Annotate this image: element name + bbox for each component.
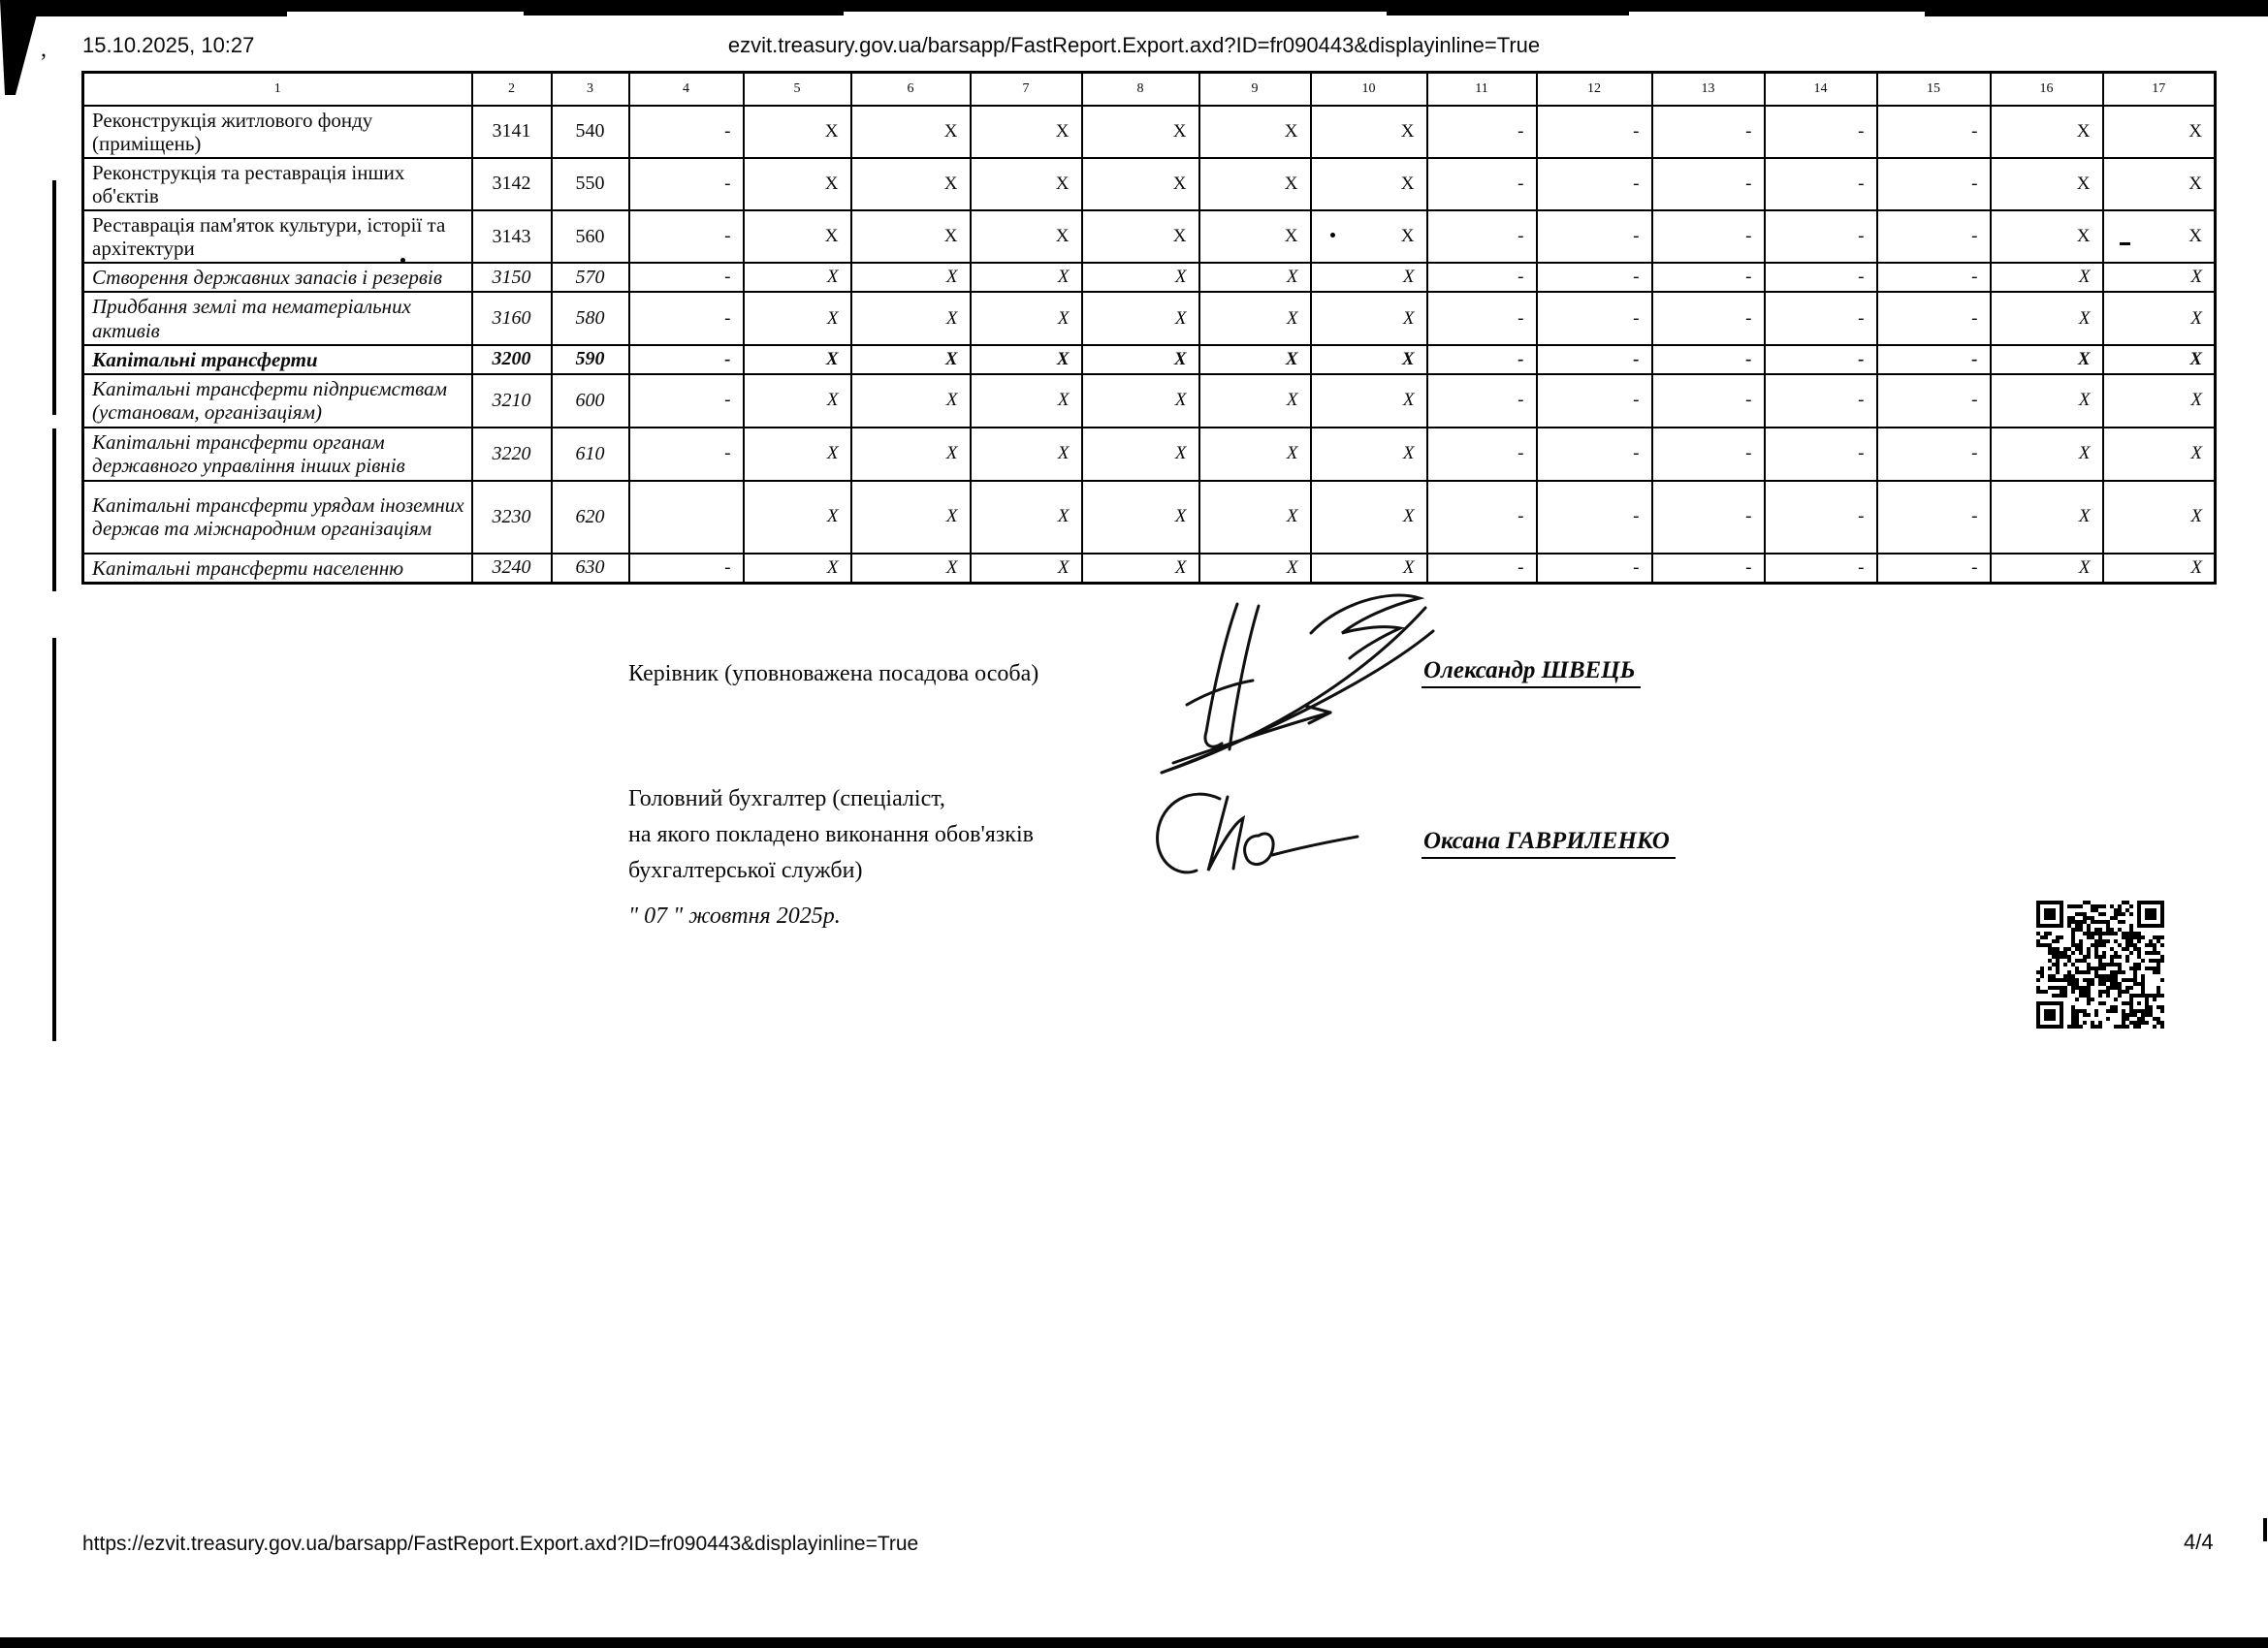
table-cell-label: Створення державних запасів і резервів — [83, 263, 472, 292]
table-cell-value: X — [1082, 554, 1199, 584]
table-cell-value: X — [1199, 106, 1311, 158]
table-cell-value: - — [629, 292, 744, 344]
accountant-signature — [1134, 776, 1367, 887]
table-cell-value: X — [1311, 374, 1427, 428]
table-cell-value: X — [2103, 554, 2216, 584]
table-cell-value: X — [1199, 158, 1311, 210]
table-row — [83, 481, 2216, 554]
table-cell-value: X — [851, 345, 971, 374]
table-cell-value: X — [1991, 292, 2103, 344]
table-cell-line: 580 — [552, 292, 629, 344]
table-cell-value: - — [1427, 158, 1537, 210]
qr-code — [2036, 901, 2168, 1032]
table-cell-value: - — [1877, 292, 1991, 344]
table-cell-value: X — [1082, 374, 1199, 428]
table-cell-value: X — [1199, 210, 1311, 263]
table-header-cell: 13 — [1652, 73, 1765, 106]
table-cell-value: - — [1765, 374, 1877, 428]
table-cell-value: X — [1311, 554, 1427, 584]
scan-artifact-top-bump — [1387, 12, 1629, 16]
accountant-title-line: Головний бухгалтер (спеціаліст, — [628, 786, 945, 811]
table-cell-value: - — [629, 263, 744, 292]
table-cell-value: X — [744, 345, 851, 374]
table-cell-value: - — [1877, 158, 1991, 210]
scan-artifact-left-line — [52, 638, 56, 1041]
table-cell-value: - — [1537, 554, 1652, 584]
table-cell-value: X — [744, 210, 851, 263]
table-cell-code: 3200 — [472, 345, 552, 374]
table-cell-value: - — [1427, 345, 1537, 374]
page-indicator: 4/4 — [2184, 1530, 2214, 1554]
table-cell-value: X — [2103, 345, 2216, 374]
table-row — [83, 106, 2216, 158]
table-cell-value: X — [1311, 210, 1427, 263]
table-cell-value: X — [744, 292, 851, 344]
table-header-row — [83, 73, 2216, 106]
table-cell-value: - — [1427, 554, 1537, 584]
table-cell-value: - — [1537, 210, 1652, 263]
table-cell-value: - — [1537, 428, 1652, 481]
table-row — [83, 374, 2216, 428]
print-timestamp: 15.10.2025, 10:27 — [82, 33, 255, 57]
scan-artifact-top-bar — [23, 0, 2268, 12]
scan-artifact-bottom-bar — [0, 1637, 2268, 1648]
table-cell-value: - — [629, 554, 744, 584]
scan-artifact-top-bump — [524, 12, 844, 16]
table-cell-label: Реконструкція житлового фонду (приміщень) — [83, 106, 472, 158]
table-cell-label: Реконструкція та реставрація інших об'єктів — [83, 158, 472, 210]
table-cell-value: - — [1877, 106, 1991, 158]
table-cell-value: X — [1082, 158, 1199, 210]
table-cell-value: X — [1311, 263, 1427, 292]
table-row — [83, 292, 2216, 344]
table-row — [83, 428, 2216, 481]
table-cell-value: X — [1311, 428, 1427, 481]
table-cell-value: X — [2103, 106, 2216, 158]
table-cell-value: - — [1877, 263, 1991, 292]
scan-artifact-top-bump — [25, 12, 287, 16]
table-cell-code: 3210 — [472, 374, 552, 428]
scan-artifact-comma: , — [41, 37, 47, 62]
table-cell-value: X — [851, 292, 971, 344]
table-cell-value: X — [971, 263, 1082, 292]
table-row — [83, 263, 2216, 292]
table-row — [83, 345, 2216, 374]
table-cell-code: 3240 — [472, 554, 552, 584]
table-cell-value: X — [1199, 263, 1311, 292]
accountant-title — [628, 781, 1034, 889]
table-cell-value: - — [1427, 106, 1537, 158]
table-cell-value: X — [744, 263, 851, 292]
table-cell-value: X — [971, 345, 1082, 374]
table-cell-value: X — [1199, 292, 1311, 344]
table-cell-value: - — [1652, 428, 1765, 481]
table-row — [83, 158, 2216, 210]
table-cell-line: 570 — [552, 263, 629, 292]
table-header-cell: 16 — [1991, 73, 2103, 106]
table-cell-value: X — [971, 210, 1082, 263]
table-header-cell: 2 — [472, 73, 552, 106]
table-cell-value: - — [1427, 292, 1537, 344]
table-cell-value: - — [1652, 158, 1765, 210]
table-cell-value: X — [851, 106, 971, 158]
table-cell-value: X — [851, 158, 971, 210]
table-cell-value: - — [629, 210, 744, 263]
table-header-cell: 15 — [1877, 73, 1991, 106]
table-cell-value: X — [1991, 106, 2103, 158]
table-cell-value: X — [2103, 374, 2216, 428]
table-cell-value: - — [1537, 106, 1652, 158]
table-cell-value: - — [629, 428, 744, 481]
table-cell-value: X — [1199, 374, 1311, 428]
table-cell-value: - — [1652, 554, 1765, 584]
table-header-cell: 5 — [744, 73, 851, 106]
table-cell-line: 610 — [552, 428, 629, 481]
table-cell-value: X — [2103, 210, 2216, 263]
table-cell-value: - — [1765, 554, 1877, 584]
table-cell-line: 620 — [552, 481, 629, 554]
table-cell-label: Капітальні трансферти — [83, 345, 472, 374]
table-cell-code: 3141 — [472, 106, 552, 158]
table-cell-value: - — [1765, 292, 1877, 344]
table-cell-value: - — [1652, 292, 1765, 344]
table-header-cell: 4 — [629, 73, 744, 106]
table-cell-value: X — [744, 374, 851, 428]
scan-artifact-top-bump — [1925, 12, 2268, 16]
table-cell-value: X — [1199, 428, 1311, 481]
table-cell-value: - — [1537, 374, 1652, 428]
report-date: " 07 " жовтня 2025р. — [628, 903, 841, 929]
table-cell-value: X — [1082, 292, 1199, 344]
table-cell-value: - — [1537, 263, 1652, 292]
table-cell-value: - — [1652, 481, 1765, 554]
table-cell-value: - — [629, 106, 744, 158]
table-cell-label: Капітальні трансферти органам державного управління інших рівнів — [83, 428, 472, 481]
table-cell-value: - — [1877, 481, 1991, 554]
table-cell-line: 600 — [552, 374, 629, 428]
table-cell-value: - — [1877, 210, 1991, 263]
table-cell-label: Придбання землі та нематеріальних активів — [83, 292, 472, 344]
table-cell-value: X — [1991, 263, 2103, 292]
table-cell-value: X — [851, 554, 971, 584]
table-cell-value: X — [851, 481, 971, 554]
table-cell-value: - — [1765, 106, 1877, 158]
table-cell-value: X — [971, 428, 1082, 481]
table-cell-value: X — [1311, 345, 1427, 374]
table-cell-value: - — [1652, 210, 1765, 263]
table-cell-value: X — [1991, 210, 2103, 263]
table-cell-value: X — [1311, 106, 1427, 158]
table-cell-value: X — [2103, 263, 2216, 292]
table-cell-value: X — [744, 481, 851, 554]
table-cell-label: Капітальні трансферти підприємствам (установам, організаціям) — [83, 374, 472, 428]
table-cell-value: X — [851, 263, 971, 292]
table-cell-value: X — [1311, 481, 1427, 554]
scan-artifact-left-line — [52, 428, 56, 591]
table-cell-value: - — [629, 345, 744, 374]
table-cell-value: - — [1877, 428, 1991, 481]
table-cell-value: X — [1991, 374, 2103, 428]
table-cell-value: X — [971, 481, 1082, 554]
table-cell-value — [629, 481, 744, 554]
table-cell-value: X — [2103, 481, 2216, 554]
table-cell-line: 550 — [552, 158, 629, 210]
table-cell-value: - — [1537, 158, 1652, 210]
table-cell-value: X — [2103, 292, 2216, 344]
table-cell-value: X — [1199, 554, 1311, 584]
table-header-cell: 12 — [1537, 73, 1652, 106]
table-cell-value: - — [1652, 106, 1765, 158]
scan-artifact-right-mark — [2263, 1518, 2267, 1541]
table-header-cell: 6 — [851, 73, 971, 106]
table-cell-value: - — [1877, 374, 1991, 428]
table-row — [83, 210, 2216, 263]
table-cell-value: X — [971, 106, 1082, 158]
table-cell-value: X — [1082, 106, 1199, 158]
table-cell-value: X — [851, 428, 971, 481]
table-cell-value: - — [1652, 345, 1765, 374]
table-cell-label: Реставрація пам'яток культури, історії та архітектури — [83, 210, 472, 263]
table-header-cell: 7 — [971, 73, 1082, 106]
table-cell-value: X — [1199, 481, 1311, 554]
table-cell-value: - — [1652, 263, 1765, 292]
table-cell-value: X — [1991, 345, 2103, 374]
table-cell-value: X — [1991, 428, 2103, 481]
table-cell-value: - — [1427, 428, 1537, 481]
table-cell-value: - — [1877, 554, 1991, 584]
table-cell-line: 540 — [552, 106, 629, 158]
table-cell-value: - — [1765, 158, 1877, 210]
table-cell-label: Капітальні трансферти населенню — [83, 554, 472, 584]
footer-url: https://ezvit.treasury.gov.ua/barsapp/FastReport.Export.axd?ID=fr090443&displayinline=True — [82, 1533, 919, 1555]
table-cell-value: X — [851, 374, 971, 428]
table-cell-value: - — [629, 374, 744, 428]
scan-artifact-left-line — [52, 180, 56, 415]
table-cell-value: - — [1427, 374, 1537, 428]
table-cell-line: 630 — [552, 554, 629, 584]
director-title: Керівник (уповноважена посадова особа) — [628, 661, 1039, 686]
table-header-cell: 8 — [1082, 73, 1199, 106]
table-cell-value: X — [744, 106, 851, 158]
accountant-title-line: на якого покладено виконання обов'язків — [628, 822, 1034, 847]
accountant-title-line: бухгалтерської служби) — [628, 858, 863, 883]
table-cell-value: - — [1427, 481, 1537, 554]
table-header-cell: 14 — [1765, 73, 1877, 106]
table-cell-value: - — [1537, 481, 1652, 554]
table-cell-value: - — [1537, 345, 1652, 374]
accountant-name: Оксана ГАВРИЛЕНКО — [1421, 828, 1676, 859]
table-cell-value: - — [1537, 292, 1652, 344]
table-cell-value: X — [1311, 292, 1427, 344]
print-header-url: ezvit.treasury.gov.ua/barsapp/FastReport.Export.axd?ID=fr090443&displayinline=True — [727, 33, 1541, 57]
table-header-cell: 17 — [2103, 73, 2216, 106]
table-cell-value: X — [1082, 263, 1199, 292]
table-cell-value: - — [1652, 374, 1765, 428]
table-cell-value: X — [971, 292, 1082, 344]
table-cell-value: - — [1765, 263, 1877, 292]
table-cell-code: 3230 — [472, 481, 552, 554]
director-name: Олександр ШВЕЦЬ — [1421, 657, 1641, 688]
table-header-cell: 10 — [1311, 73, 1427, 106]
table-cell-value: X — [1199, 345, 1311, 374]
table-cell-code: 3150 — [472, 263, 552, 292]
table-cell-value: X — [971, 554, 1082, 584]
table-cell-value: - — [1765, 481, 1877, 554]
table-cell-value: X — [744, 158, 851, 210]
table-cell-code: 3142 — [472, 158, 552, 210]
table-cell-value: X — [1991, 158, 2103, 210]
table-cell-code: 3143 — [472, 210, 552, 263]
table-cell-value: X — [971, 158, 1082, 210]
table-cell-value: - — [1427, 263, 1537, 292]
table-cell-value: X — [971, 374, 1082, 428]
table-cell-value: X — [744, 554, 851, 584]
table-cell-value: X — [2103, 158, 2216, 210]
table-cell-label: Капітальні трансферти урядам іноземних держав та міжнародним організаціям — [83, 481, 472, 554]
table-cell-value: - — [1427, 210, 1537, 263]
table-cell-value: X — [1991, 481, 2103, 554]
table-cell-value: X — [1991, 554, 2103, 584]
table-cell-value: X — [1311, 158, 1427, 210]
table-cell-value: X — [2103, 428, 2216, 481]
table-cell-value: - — [1765, 210, 1877, 263]
table-cell-value: X — [1082, 210, 1199, 263]
report-table — [81, 71, 2217, 585]
table-header-cell: 3 — [552, 73, 629, 106]
table-cell-line: 560 — [552, 210, 629, 263]
table-header-cell: 11 — [1427, 73, 1537, 106]
table-cell-value: - — [629, 158, 744, 210]
table-cell-value: X — [851, 210, 971, 263]
table-header-cell: 1 — [83, 73, 472, 106]
table-cell-value: - — [1765, 345, 1877, 374]
table-cell-value: X — [1082, 481, 1199, 554]
table-cell-value: X — [1082, 345, 1199, 374]
table-header-cell: 9 — [1199, 73, 1311, 106]
table-cell-line: 590 — [552, 345, 629, 374]
table-cell-value: X — [744, 428, 851, 481]
table-cell-value: - — [1877, 345, 1991, 374]
table-cell-value: X — [1082, 428, 1199, 481]
table-cell-value: - — [1765, 428, 1877, 481]
table-cell-code: 3220 — [472, 428, 552, 481]
table-cell-code: 3160 — [472, 292, 552, 344]
